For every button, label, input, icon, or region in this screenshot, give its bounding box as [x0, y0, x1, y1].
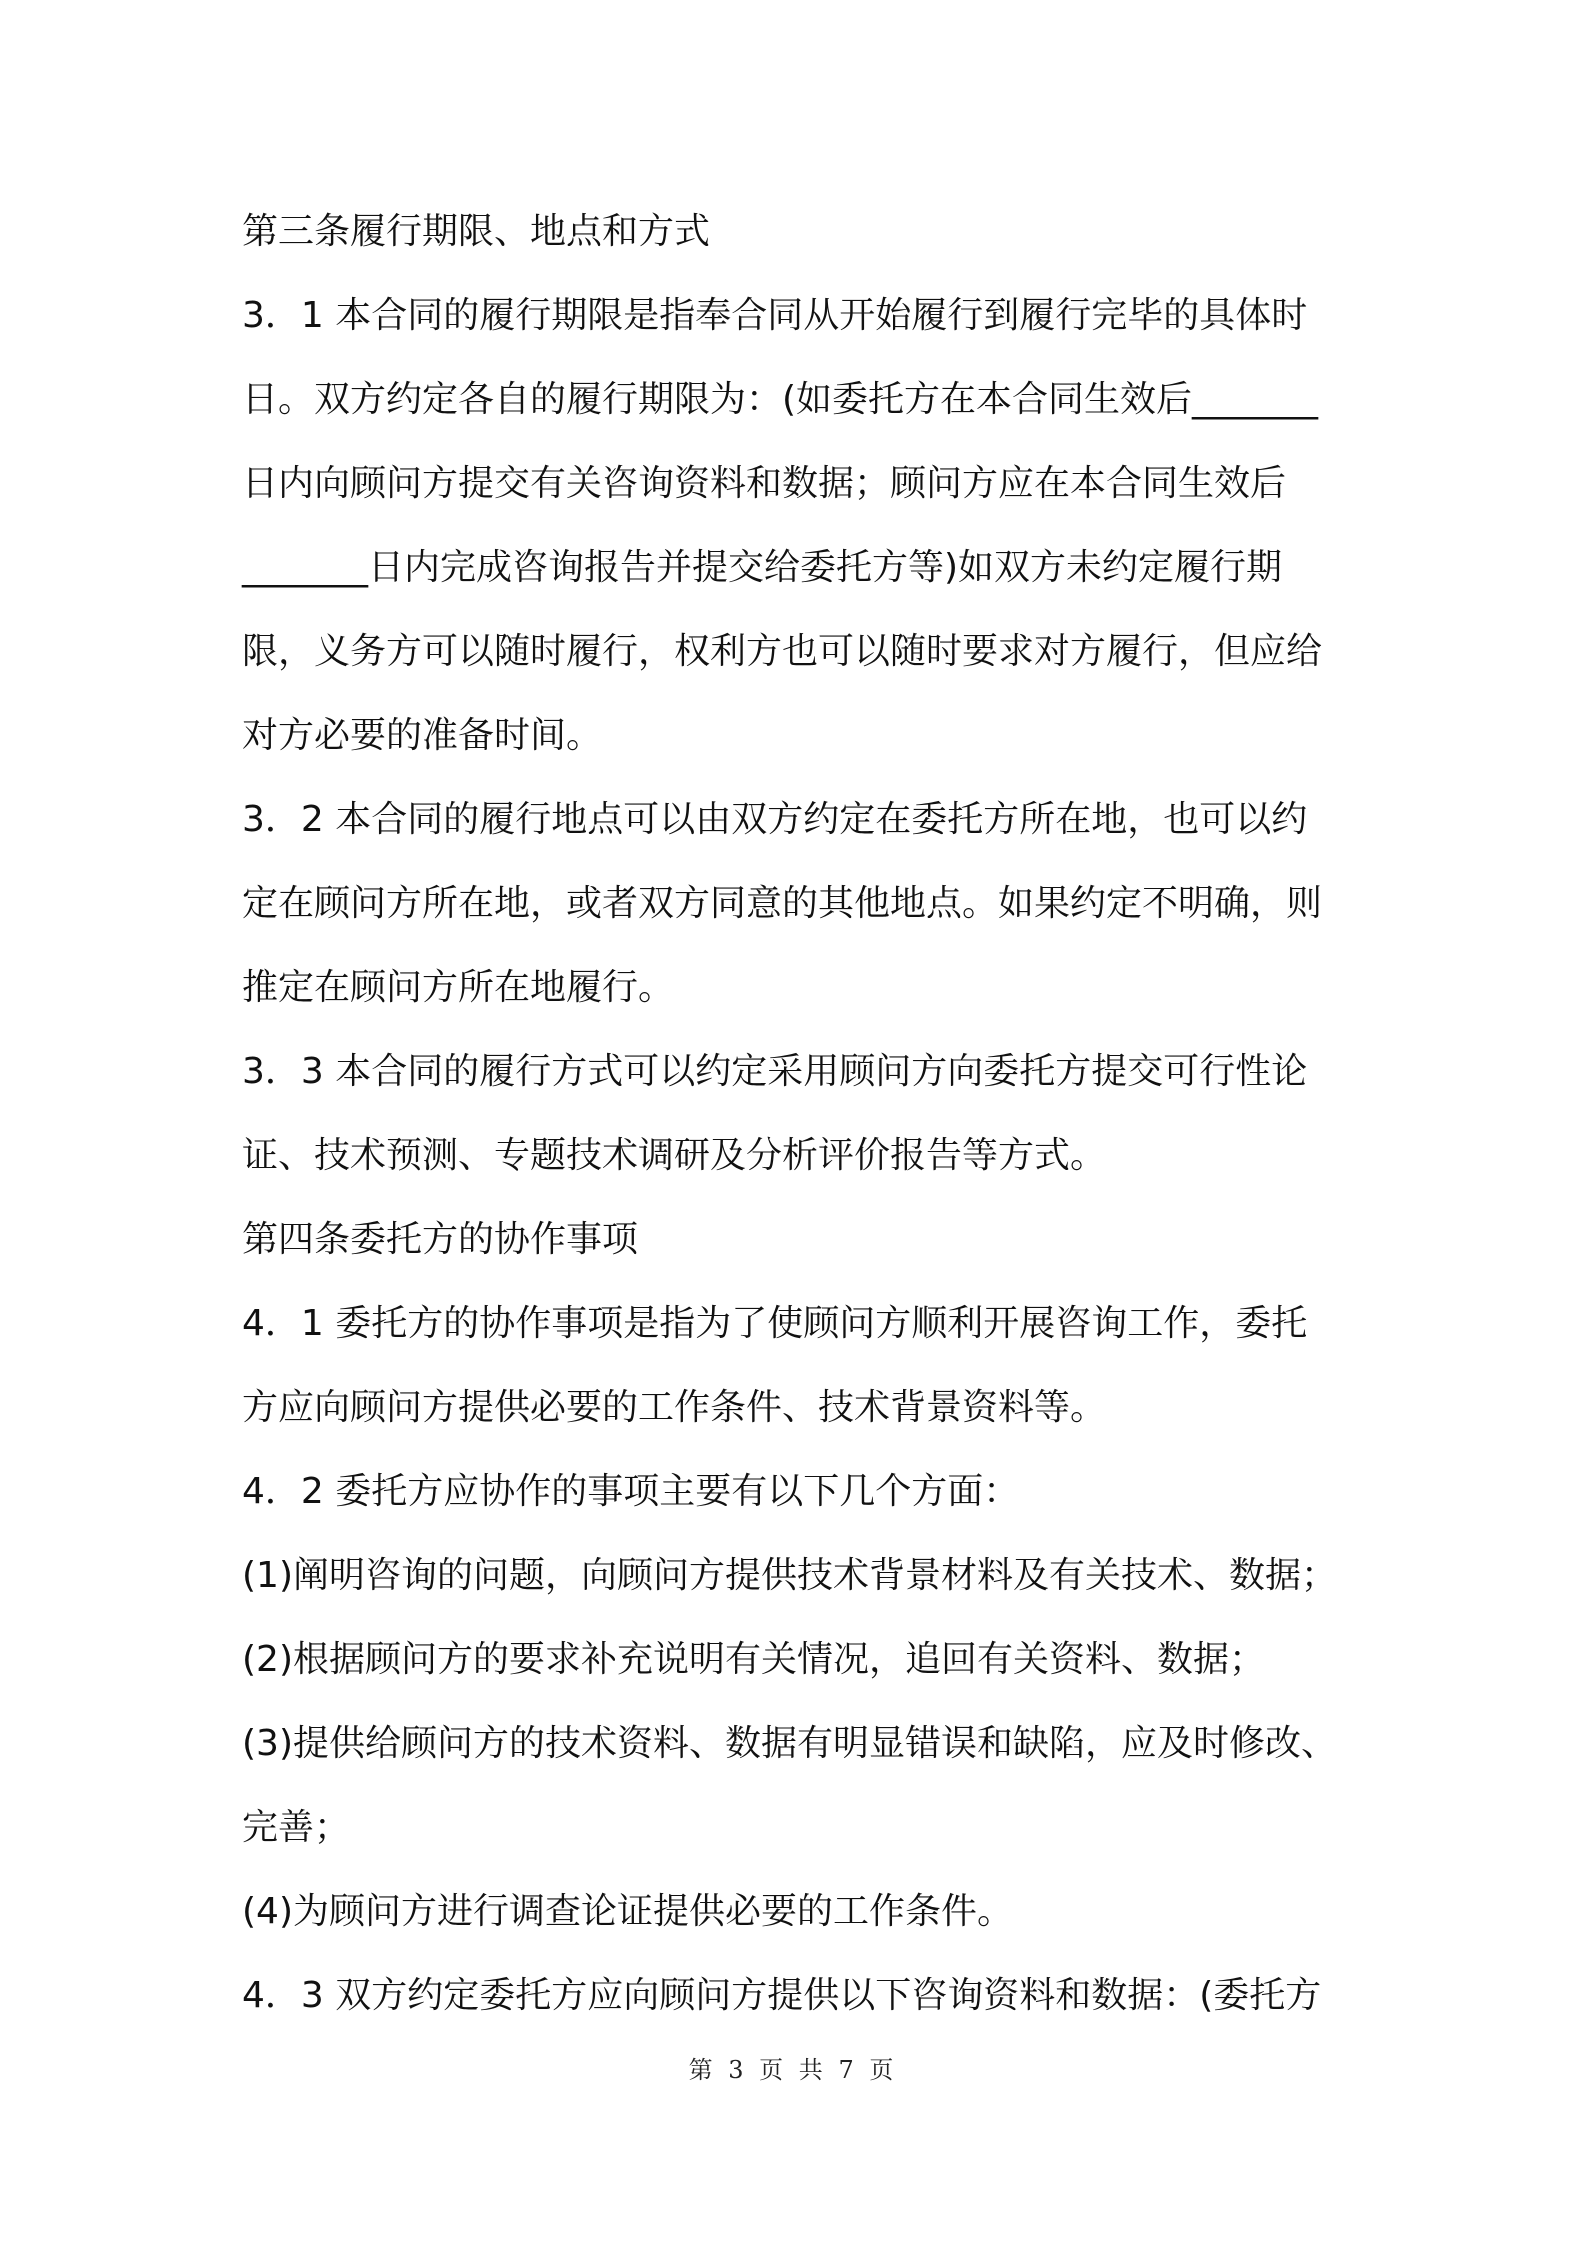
paragraph-line: 日内向顾问方提交有关咨询资料和数据；顾问方应在本合同生效后	[242, 463, 1287, 504]
paragraph-line: 4．3 双方约定委托方应向顾问方提供以下咨询资料和数据：(委托方	[242, 1975, 1322, 2016]
list-item: (2)根据顾问方的要求补充说明有关情况，追回有关资料、数据；	[242, 1639, 1265, 1680]
document-body	[242, 190, 1362, 2038]
list-item: 完善；	[242, 1807, 351, 1848]
paragraph-line: 推定在顾问方所在地履行。	[242, 967, 675, 1008]
page-number-footer: 第 3 页 共 7 页	[688, 2056, 898, 2084]
paragraph-line: 方应向顾问方提供必要的工作条件、技术背景资料等。	[242, 1387, 1107, 1428]
list-item: (3)提供给顾问方的技术资料、数据有明显错误和缺陷，应及时修改、	[242, 1723, 1337, 1764]
list-item: (1)阐明咨询的问题，向顾问方提供技术背景材料及有关技术、数据；	[242, 1555, 1337, 1596]
list-item: (4)为顾问方进行调查论证提供必要的工作条件。	[242, 1891, 1013, 1932]
paragraph-line: 3．3 本合同的履行方式可以约定采用顾问方向委托方提交可行性论	[242, 1051, 1308, 1092]
section-heading-4: 第四条委托方的协作事项	[242, 1219, 639, 1260]
paragraph-line: 3．1 本合同的履行期限是指奉合同从开始履行到履行完毕的具体时	[242, 295, 1308, 336]
paragraph-line: 定在顾问方所在地，或者双方同意的其他地点。如果约定不明确，则	[242, 883, 1323, 924]
section-heading-3: 第三条履行期限、地点和方式	[242, 211, 711, 252]
paragraph-line: 证、技术预测、专题技术调研及分析评价报告等方式。	[242, 1135, 1107, 1176]
paragraph-line: 4．2 委托方应协作的事项主要有以下几个方面：	[242, 1471, 1020, 1512]
paragraph-line: 日。双方约定各自的履行期限为：(如委托方在本合同生效后_______	[242, 379, 1319, 420]
paragraph-line: 限，义务方可以随时履行，权利方也可以随时要求对方履行，但应给	[242, 631, 1323, 672]
paragraph-line: 3．2 本合同的履行地点可以由双方约定在委托方所在地，也可以约	[242, 799, 1308, 840]
paragraph-line: _______日内完成咨询报告并提交给委托方等)如双方未约定履行期	[242, 547, 1283, 588]
paragraph-line: 对方必要的准备时间。	[242, 715, 603, 756]
paragraph-line: 4．1 委托方的协作事项是指为了使顾问方顺利开展咨询工作，委托	[242, 1303, 1308, 1344]
